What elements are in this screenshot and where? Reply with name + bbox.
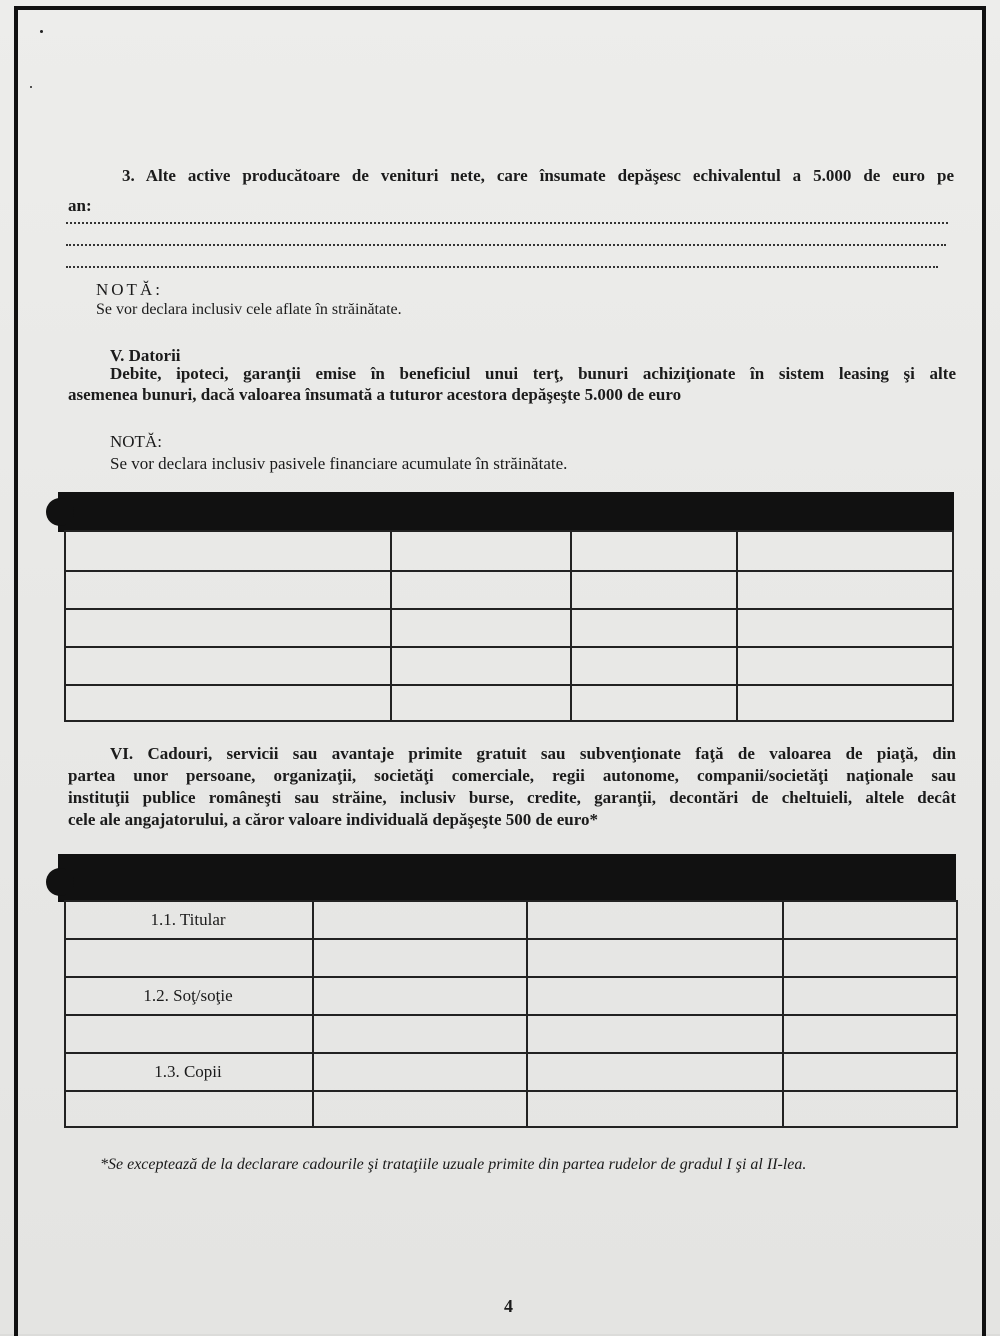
punch-hole: [46, 498, 74, 526]
scan-speck: [30, 86, 32, 88]
section6-line4: cele ale angajatorului, a căror valoare individuală depăşeşte 500 de euro*: [68, 810, 598, 829]
punch-hole: [46, 868, 74, 896]
nota2-title: NOTĂ:: [110, 432, 162, 451]
section5-line2: asemenea bunuri, dacă valoarea însumată a tuturor acestora depăşeşte 5.000 de euro: [68, 385, 682, 404]
table-column-divider: [390, 532, 392, 720]
footnote: *Se exceptează de la declarare cadourile şi trataţiile uzuale primite din partea rudelor de gradul I şi al II-lea.: [100, 1156, 807, 1173]
table-row-divider: [66, 646, 952, 648]
dotted-fill-line: [66, 220, 948, 224]
section6-line3: instituţii publice româneşti sau străine, inclusiv burse, credite, garanţii, decontări de cheltuieli, altele decât: [68, 788, 956, 807]
row-label-spouse: 1.2. Soţ/soţie: [143, 986, 233, 1005]
debts-table: [64, 530, 954, 722]
section3-heading-line1: 3. Alte active producătoare de venituri nete, care însumate depăşesc echivalentul a 5.000 de euro pe: [122, 166, 954, 185]
scan-speck: [40, 30, 43, 33]
table-row-divider: [66, 570, 952, 572]
row-label-titular: 1.1. Titular: [150, 910, 226, 929]
table-row-divider: [66, 1052, 956, 1054]
gifts-table: [64, 900, 958, 1128]
section6-line1: VI. Cadouri, servicii sau avantaje primite gratuit sau subvenţionate faţă de valoarea de piaţă, din: [110, 744, 956, 763]
nota1-text: Se vor declara inclusiv cele aflate în străinătate.: [96, 301, 402, 318]
table-row-divider: [66, 938, 956, 940]
table-row-divider: [66, 1090, 956, 1092]
table-row-divider: [66, 684, 952, 686]
row-label-children: 1.3. Copii: [154, 1062, 222, 1081]
gifts-table-header-bar: [58, 854, 956, 902]
nota2-text: Se vor declara inclusiv pasivele financiare acumulate în străinătate.: [110, 454, 568, 473]
table-column-divider: [570, 532, 572, 720]
page-number: 4: [504, 1296, 513, 1316]
nota1-title: NOTĂ:: [96, 280, 163, 299]
table-row-divider: [66, 608, 952, 610]
table-row-divider: [66, 976, 956, 978]
section5-title: V. Datorii: [110, 346, 181, 365]
section5-line1: Debite, ipoteci, garanţii emise în beneficiul unui terţ, bunuri achiziţionate în sistem leasing şi alte: [110, 364, 956, 383]
debts-table-header-bar: [58, 492, 954, 532]
table-column-divider: [736, 532, 738, 720]
section3-heading-line2: an:: [68, 196, 92, 215]
dotted-fill-line: [66, 264, 938, 268]
dotted-fill-line: [66, 242, 946, 246]
section6-line2: partea unor persoane, organizaţii, societăţi comerciale, regii autonome, companii/societăţi naţionale sau: [68, 766, 956, 785]
table-row-divider: [66, 1014, 956, 1016]
